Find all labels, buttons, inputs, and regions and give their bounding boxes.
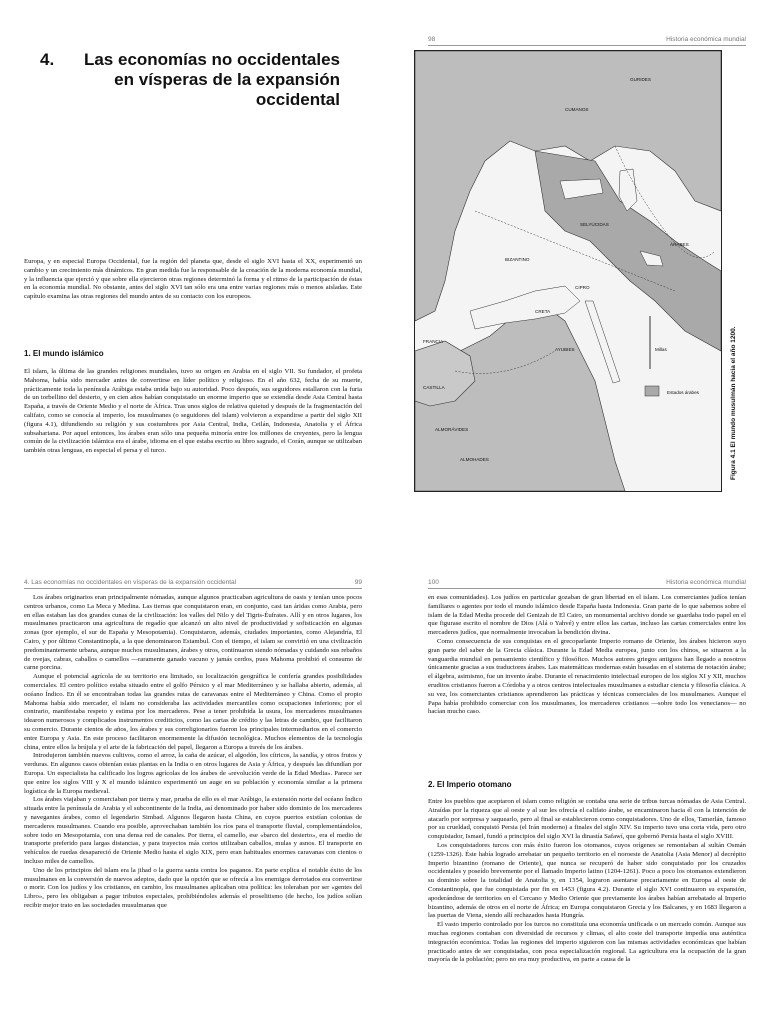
chapter-title [60, 50, 340, 110]
page-number: 99 [354, 579, 362, 586]
body-text-bottom [428, 798, 746, 965]
paragraph: Los árabes originarios eran principalmente nómadas, aunque algunos practicaban agricultura de oasis y tenían unos pocos centros urbanos, como La Meca y Medina. Las tierras que conquistaron eran, en conjunto, casi tan áridas como Arabia, pero en ellas estaban las dos grandes cunas de la civilización: los valles del Nilo y del Tigris-Éufrates. Allí y en otros lugares, los musulmanes practicaron una agricultura de regadío que alcanzó un alto nivel de productividad y sofisticación en algunas zonas (por ejemplo, el sur de España y Mesopotamia). Conquistaron, además, ciudades importantes, como Alejandría, El Cairo, y por último Constantinopla, a la que denominaron Estambul. Con el tiempo, el islam se convirtió en una civilización predominantemente urbana, aunque muchos musulmanes, árabes y otros, continuaron siendo nómadas y cuidando sus rebaños de ovejas, cabras, caballos o camellos —raramente ganado vacuno y jamás cerdos, pues Mahoma prohibió el consumo de carne porcina. [24, 594, 362, 672]
header-rule [428, 588, 746, 589]
paragraph: en esas comunidades). Los judíos en particular gozaban de gran libertad en el islam. Los comerciantes judíos tenían familiares o agentes por todo el mundo islámico desde España hasta Indonesia. Gran parte de lo que sabemos sobre el islam de la Edad Media procede del Genizah de El Cairo, un monumental archivo donde se guardaba todo papel en el que figurase escrito el nombre de Dios (Alá o Yahvé) y entre ellos las cartas, incluso las cartas comerciales entre los mercaderes judíos, que normalmente invocaban la bendición divina. [428, 594, 746, 637]
section-heading: 1. El mundo islámico [24, 349, 104, 358]
chapter-title-line: occidental [255, 90, 340, 109]
header-rule [428, 45, 746, 46]
map-label: CIPRO [575, 285, 590, 290]
page-100 [384, 512, 768, 1024]
figure-caption: Figura 4.1 El mundo musulmán hacia el año 1200. [730, 326, 737, 480]
paragraph: Como consecuencia de sus conquistas en el grecoparlante Imperio romano de Oriente, los árabes hicieron suyo gran parte del saber de la Grecia clásica. Durante la Edad Media europea, junto con los chinos, se situaron a la vanguardia mundial en pensamiento científico y filosófico. Muchos autores griegos antiguos han llegado a nosotros únicamente gracias a sus traductores árabes. Las matemáticas modernas están basadas en el sistema de notación árabe; el álgebra, asimismo, fue un invento árabe. Durante el renacimiento intelectual europeo de los siglos XI y XII, muchos eruditos cristianos fueron a Córdoba y a otros centros intelectuales musulmanes a estudiar ciencia y filosofía clásica. A su vez, los comerciantes cristianos aprendieron las prácticas y técnicas comerciales de los musulmanes. Aunque el Papa había prohibido comerciar con los musulmanes, los mercaderes cristianos —sobre todo los venecianos— no hacían mucho caso. [428, 637, 746, 716]
map-label: CASTILLA [423, 385, 445, 390]
map-label: FRANCIA [423, 339, 444, 344]
intro-paragraph: Europa, y en especial Europa Occidental, fue la región del planeta que, desde el siglo XVI hasta el XX, experimentó un cambio y un crecimiento más dinámicos. En gran medida fue la responsable de la creación de la moderna economía mundial, y la influencia que ejerció y que sobre ella ejercieron otras regiones determinó la forma y el ritmo de la participación de éstas en la economía mundial. No obstante, antes del siglo XVI tan sólo era una entre varias regiones más o menos aisladas. Este capítulo examina las otras regiones del mundo antes de su contacto con los europeos. [24, 258, 362, 301]
intro-text [24, 258, 362, 302]
section-text [24, 368, 362, 456]
header-rule [24, 588, 362, 589]
paragraph: Uno de los principios del islam era la jihad o la guerra santa contra los paganos. En parte explica el notable éxito de los musulmanes en la conversión de nuevos adeptos, dado que la opción que se ofrecía a los enemigos derrotados era convertirse o morir. Con los judíos y los cristianos, en cambio, los musulmanes aplicaban otra política: les toleraban por ser «gentes del Libro», pero les obligaban a pagar tributos especiales, prohibiéndoles además el proselitismo (de hecho, los judíos solían recibir mejor trato en las sociedades musulmanas que [24, 866, 362, 909]
figure-caption-box [730, 326, 742, 490]
running-head: Historia económica mundial [666, 36, 746, 43]
chapter-number: 4. [40, 50, 55, 69]
paragraph: Entre los pueblos que aceptaron el islam como religión se contaba una serie de tribus turcas nómadas de Asia Central. Atraídas por la riqueza que al oeste y al sur les ofrecía el califato árabe, se encaminaron hacia él con la intención de atacarlo por sorpresa y saquearlo, pero al final se establecieron como conquistadores. Uno de ellos, Tamerlán, famoso por su crueldad, conquistó Persia (el Irán moderno) a finales del siglo XIV. Su imperio tuvo una corta vida, pero otro conquistador, Ismael, fundó a principios del siglo XVI la dinastía Safawí, que gobernó Persia hasta el siglo XVIII. [428, 798, 746, 841]
page-number: 100 [428, 579, 439, 586]
map-label: AYUBIES [555, 347, 575, 352]
paragraph: El vasto imperio controlado por los turcos no constituía una economía unificada o un mercado común. Aunque sus muchas regiones contaban con diversidad de recursos y climas, el alto coste del transporte impedía una auténtica integración económica. Todas las regiones del imperio siguieron con las mismas actividades económicas que habían practicado antes de ser conquistadas, con poca especialización regional. La agricultura era la ocupación de la gran mayoría de la población; pero no era muy productiva, en parte a causa de la [428, 921, 746, 964]
map-label: SELYÚCIDAS [580, 222, 609, 227]
page-97 [0, 0, 384, 512]
paragraph: Introdujeron también nuevos cultivos, como el arroz, la caña de azúcar, el algodón, los cítricos, la sandía, y otros frutos y verduras. En algunos casos obtenían estas plantas en la India o en otros lugares de Asia y África, y después las difundían por Europa. Un especialista ha calificado los logros agrícolas de los árabes de «revolución verde de la Edad Media». Parece ser que entre los siglos VIII y X el mundo islámico experimentó un auge en su población y economía similar a la primera logística de la Europa medieval. [24, 752, 362, 795]
body-text [24, 594, 362, 911]
running-head: Historia económica mundial [666, 579, 746, 586]
map-label: ALMORÁVIDES [435, 427, 469, 432]
page-99 [0, 512, 384, 1024]
paragraph: Los árabes viajaban y comerciaban por tierra y mar, prueba de ello es el mar Arábigo, la extensión norte del océano Índico situada entre la península de Arabia y el subcontinente de la India, así denominado por haber sido dominio de los mercaderes y navegantes árabes, como el legendario Simbad. Algunos llegaron hasta China, en cuyos puertos existían colonias de mercaderes musulmanes. Cuando era posible, aprovechaban también los ríos para el transporte fluvial, complementándolos, sobre todo en Mesopotamia, con una densa red de canales. Por tierra, el camello, ese «barco del desierto», era el medio de transporte preferido para largas distancias, y para trayectos más cortos utilizaban caballos, mulas y asnos. El transporte en vehículos de ruedas desapareció de Oriente Medio hasta el siglo XIX, pero eran habituales enormes caravanas con cientos o incluso miles de camellos. [24, 796, 362, 865]
map-svg [415, 51, 721, 491]
page-number: 98 [428, 36, 436, 43]
page-98 [384, 0, 768, 512]
scale-label: Millas [655, 347, 667, 352]
legend-swatch [645, 386, 659, 396]
map-label: CUMANOS [565, 107, 589, 112]
body-text-top [428, 594, 746, 717]
map-label: BIZANTINO [505, 257, 530, 262]
legend-label: Estados árabes [667, 390, 699, 395]
section-heading: 2. El Imperio otomano [428, 780, 512, 789]
chapter-title-line: en vísperas de la expansión [114, 70, 340, 89]
section-paragraph: El islam, la última de las grandes religiones mundiales, tuvo su origen en Arabia en el siglo VII. Su fundador, el profeta Mahoma, había sido mercader antes de convertirse en líder político y religioso. En el año 632, fecha de su muerte, prácticamente toda la península Arábiga estaba unida bajo su autoridad. Poco después, sus seguidores estallaron con la furia de un torbellino del desierto, y en cien años habían conquistado un enorme imperio que se extendía desde Asia Central hasta España, a través de Oriente Medio y el norte de África. Tras unos siglos de relativa quietud y después de la fragmentación del califato, como se conocía al imperio, los musulmanes (o seguidores del islam) volvieron a expandirse a partir del siglo XII (figura 4.1), difundiendo su religión y sus costumbres por Asia Central, India, Ceilán, Indonesia, Anatolia y el África subsahariana. Por aquel entonces, los árabes eran sólo una pequeña minoría entre los millones de creyentes, pero la lengua común de la civilización islámica era el árabe, idioma en el que estaba escrito su libro sagrado, el Corán, aunque se utilizaban también otras lenguas, en especial el persa y el turco. [24, 368, 362, 455]
map-label: ALMOHADES [460, 457, 489, 462]
running-head: 4. Las economías no occidentales en vísperas de la expansión occidental [24, 579, 237, 586]
paragraph: Los conquistadores turcos con más éxito fueron los otomanos, cuyos orígenes se remontaban al sultán Osmán (1259-1326). Éste había logrado arrebatar un pequeño territorio en el noroeste de Anatolia (Asia Menor) al decrépito Imperio bizantino (romano de Oriente), que nunca se recuperó de haber sido conquistado por los cruzados occidentales y poseído brevemente por el llamado Imperio latino (1204-1261). Poco a poco los otomanos extendieron su dominio sobre la totalidad de Anatolia y, en 1354, lograron asentarse precariamente en Europa al oeste de Constantinopla, que fue conquistada por fin en 1453 (figura 4.2). Durante el siglo XVI continuaron su expansión, apoderándose de territorios en el Cercano y Medio Oriente que previamente los árabes habían arrebatado al Imperio bizantino, además de otros en el norte de África; en Europa conquistaron Grecia y los Balcanes, y en 1683 llegaron a las puertas de Viena, siendo allí rechazados hasta Hungría. [428, 841, 746, 920]
map-label: ÁRABES [670, 242, 689, 247]
chapter-title-line: Las economías no occidentales [83, 50, 340, 69]
map-label: GURIDES [630, 77, 651, 82]
map-figure [414, 50, 722, 492]
map-label: CRETA [535, 309, 551, 314]
paragraph: Aunque el potencial agrícola de su territorio era limitado, su localización geográfica le confería grandes posibilidades comerciales. El centro político estaba situado entre el golfo Pérsico y el mar Mediterráneo y se hallaba abierto, además, al océano Índico. En él se encontraban todas las grandes rutas de caravanas entre el Mediterráneo y China. Como el propio Mahoma había sido mercader, el islam no consideraba las actividades mercantiles como ocupaciones inferiores; por el contrario, manifestaba respeto y estima por los mercaderes. Pese a tener prohibida la usura, los mercaderes musulmanes idearon numerosos y complicados instrumentos crediticios, como las cartas de crédito y las letras de cambio, que facilitaron su comercio. Durante cientos de años, los árabes y sus correligionarios fueron los principales intermediarios en el comercio entre Europa y Asia. En este proceso facilitaron enormemente la difusión tecnológica. Muchos elementos de la tecnología china, entre ellos la brújula y el arte de la fabricación del papel, llegaron a Europa a través de los árabes. [24, 673, 362, 751]
